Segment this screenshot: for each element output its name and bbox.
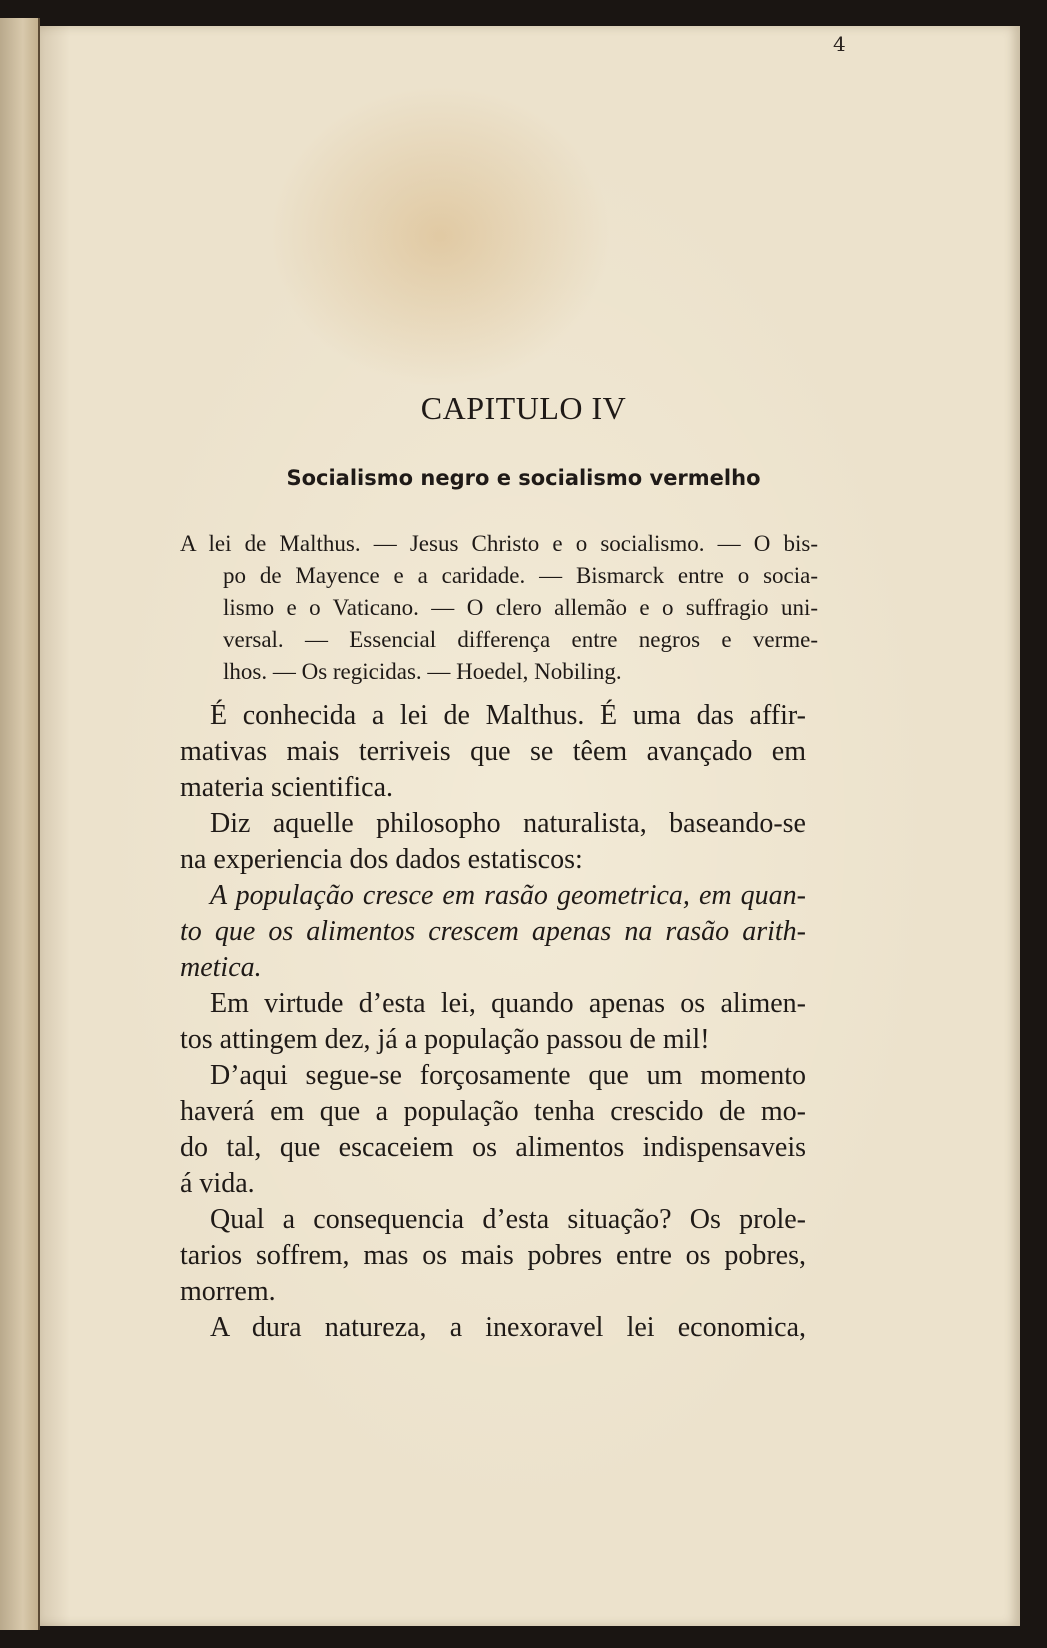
body-line: mativas mais terriveis que se têem avançado em [180, 736, 806, 767]
chapter-title: CAPITULO IV [420, 390, 627, 426]
body-line: D’aqui segue-se forçosamente que um momento [210, 1060, 806, 1091]
quote-line: to que os alimentos crescem apenas na rasão arith- [180, 916, 806, 947]
body-line: na experiencia dos dados estatiscos: [180, 844, 583, 875]
body-line: á vida. [180, 1168, 255, 1199]
summary-line: lhos. — Os regicidas. — Hoedel, Nobiling. [223, 659, 622, 684]
body-text [180, 698, 806, 1346]
body-line: haverá em que a população tenha crescido de mo- [180, 1096, 806, 1127]
summary-line: po de Mayence e a caridade. — Bismarck entre o socia- [223, 563, 818, 588]
body-line: tarios soffrem, mas os mais pobres entre os pobres, [180, 1240, 806, 1271]
body-line: do tal, que escaceiem os alimentos indispensaveis [180, 1132, 806, 1163]
body-line: Qual a consequencia d’esta situação? Os prole- [210, 1204, 806, 1235]
summary-line: A lei de Malthus. — Jesus Christo e o socialismo. — O bis- [180, 531, 818, 556]
chapter-subtitle: Socialismo negro e socialismo vermelho [286, 466, 761, 490]
body-line: morrem. [180, 1276, 276, 1307]
body-line: É conhecida a lei de Malthus. É uma das affir- [210, 700, 806, 731]
body-line: tos attingem dez, já a população passou de mil! [180, 1024, 710, 1055]
body-line: materia scientifica. [180, 772, 393, 803]
body-line: A dura natureza, a inexoravel lei economica, [210, 1312, 806, 1343]
body-line: Diz aquelle philosopho naturalista, baseando-se [210, 808, 806, 839]
body-line: Em virtude d’esta lei, quando apenas os alimen- [210, 988, 806, 1019]
summary-line: lismo e o Vaticano. — O clero allemão e o suffragio uni- [223, 595, 818, 620]
page-mark: 4 [833, 32, 846, 56]
chapter-summary [180, 528, 818, 688]
left-page-edge [0, 18, 40, 1630]
quote-line: metica. [180, 952, 262, 983]
summary-line: versal. — Essencial differença entre negros e verme- [223, 627, 818, 652]
quote-line: A população cresce em rasão geometrica, em quan- [210, 880, 806, 911]
